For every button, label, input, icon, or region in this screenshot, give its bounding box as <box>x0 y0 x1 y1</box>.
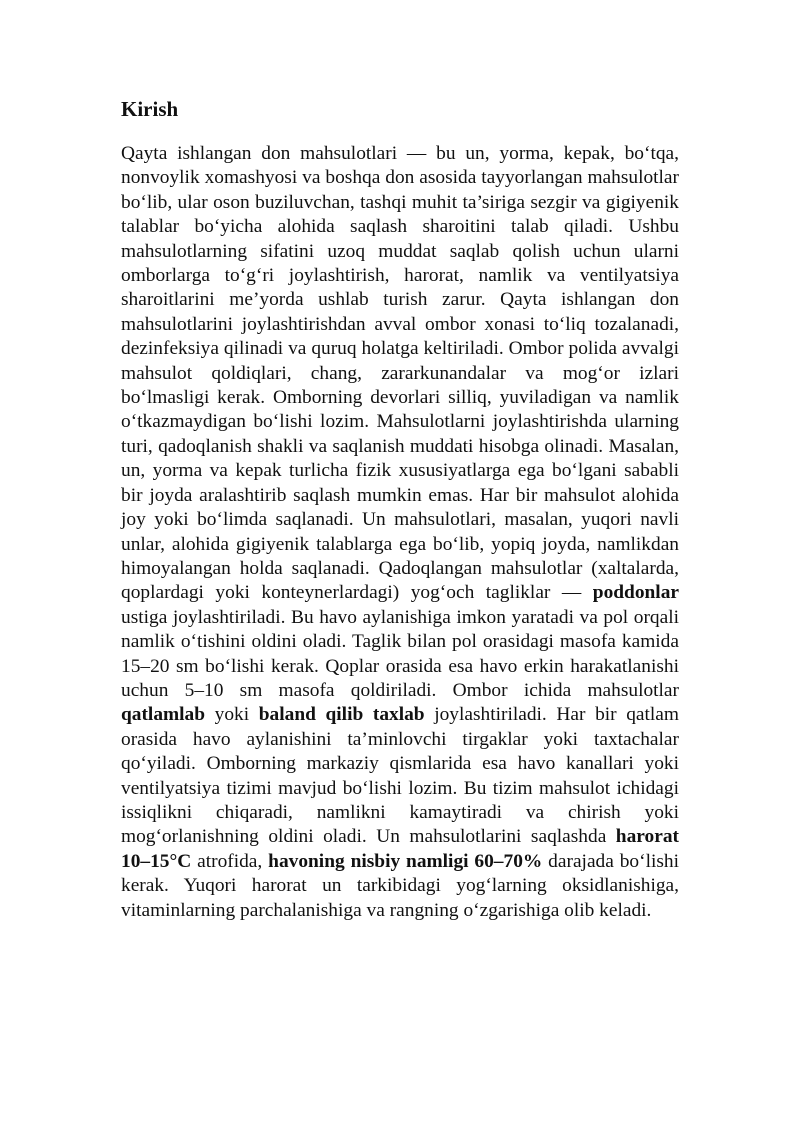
bold-term: baland qilib taxlab <box>258 704 425 726</box>
bold-term: poddonlar <box>592 582 679 604</box>
paragraph-text: Qayta ishlangan don mahsulotlari — bu un, yorma, kepak, bo‘tqa, nonvoylik xomashyosi va boshqa don asosida tayyorlangan mahsulotlar bo‘lib, ular oson buziluvchan, tashqi muhit ta’siriga sezgir va gigiyenik talablar bo‘yicha alohida saqlash sharoitini talab qiladi. Ushbu mahsulotlarning sifatini uzoq muddat saqlab qolish uchun ularni omborlarga to‘g‘ri joylashtirish, harorat, namlik va ventilyatsiya sharoitlarini me’yorda ushlab turish zarur. Qayta ishlangan don mahsulotlarini joylashtirishdan avval ombor xonasi to‘liq tozalanadi, dezinfeksiya qilinadi va quruq holatga keltiriladi. Ombor polida avvalgi mahsulot qoldiqlari, chang, zararkunandalar va mog‘or izlari bo‘lmasligi kerak. Omborning devorlari silliq, yuviladigan va namlik o‘tkazmaydigan bo‘lishi lozim. Mahsulotlarni joylashtirishda ularning turi, qadoqlanish shakli va saqlanish muddati hisobga olinadi. Masalan, un, yorma va kepak turlicha fizik xususiyatlarga ega bo‘lgani sababli bir joyda aralashtirib saqlash mumkin emas. Har bir mahsulot alohida joy yoki bo‘limda saqlanadi. Un mahsulotlari, masalan, yuqori navli unlar, alohida gigiyenik talablarga ega bo‘lib, yopiq joyda, namlikdan himoyalangan holda saqlanadi. Qadoqlangan mahsulotlar (xaltalarda, qoplardagi yoki konteynerlardagi) yog‘och tagliklar — <box>121 143 679 604</box>
paragraph-text: darajada bo‘lishi kerak. Yuqori harorat un tarkibidagi yog‘larning oksidlanishiga, vitaminlarning parchalanishiga va rangning o‘zgarishiga olib keladi. <box>121 850 679 921</box>
paragraph-text: atrofida, <box>191 850 269 872</box>
bold-term: harorat 10–15°C <box>121 826 679 872</box>
bold-term: havoning nisbiy namligi 60–70% <box>268 850 543 872</box>
section-heading: Kirish <box>121 97 179 121</box>
paragraph-text: yoki <box>205 704 259 726</box>
paragraph-text: ustiga joylashtiriladi. Bu havo aylanishiga imkon yaratadi va pol orqali namlik o‘tishini oldini oladi. Taglik bilan pol orasidagi masofa kamida 15–20 sm bo‘lishi kerak. Qoplar orasida esa havo erkin harakatlanishi uchun 5–10 sm masofa qoldiriladi. Ombor ichida mahsulotlar <box>121 606 679 701</box>
bold-term: qatlamlab <box>121 704 206 726</box>
paragraph-text: joylashtiriladi. Har bir qatlam orasida havo aylanishini ta’minlovchi tirgaklar yoki taxtachalar qo‘yiladi. Omborning markaziy qismlarida esa havo kanallari yoki ventilyatsiya tizimi mavjud bo‘lishi lozim. Bu tizim mahsulot ichidagi issiqlikni chiqaradi, namlikni kamaytiradi va chirish yoki mog‘orlanishning oldini oladi. Un mahsulotlarini saqlashda <box>121 704 679 848</box>
body-paragraph <box>121 142 679 923</box>
